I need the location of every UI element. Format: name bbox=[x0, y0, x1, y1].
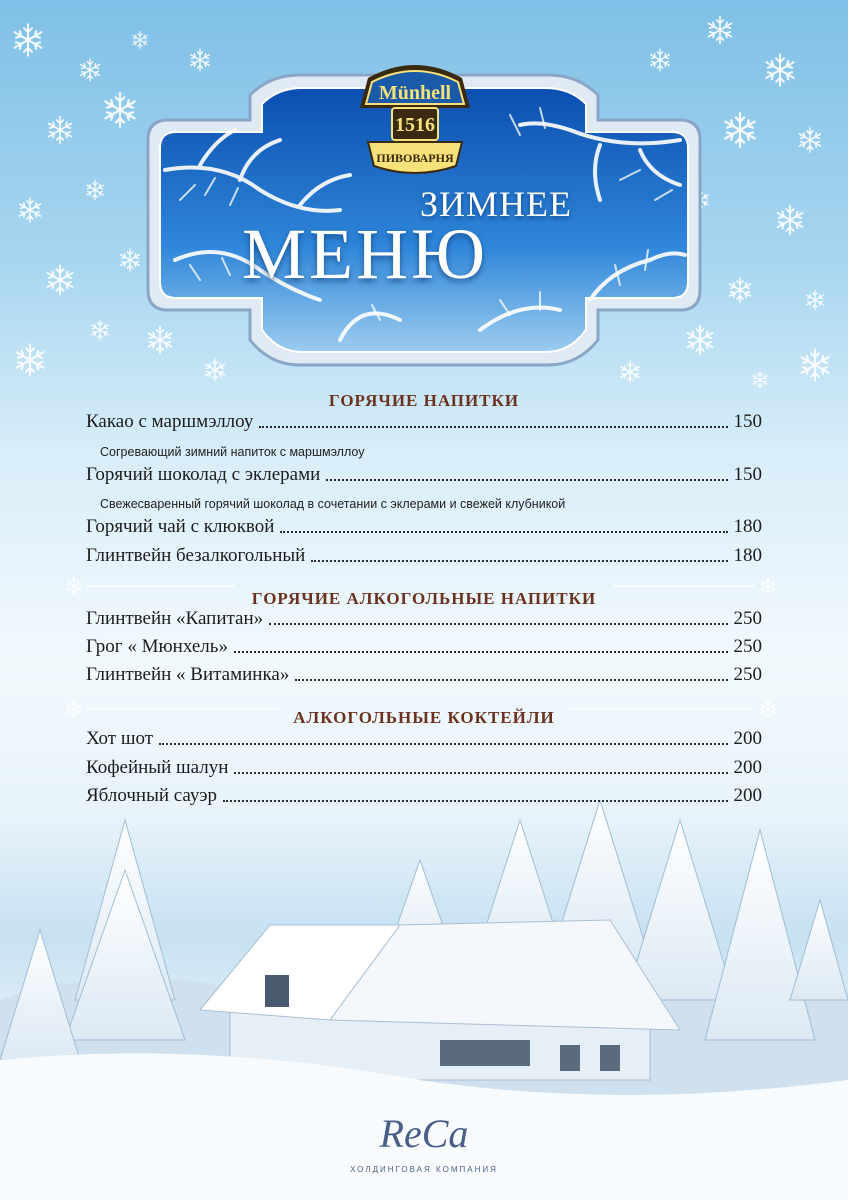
menu-item bbox=[86, 464, 762, 486]
menu-item bbox=[86, 608, 762, 630]
item-name: Кофейный шалун bbox=[86, 757, 229, 778]
item-name: Яблочный сауэр bbox=[86, 785, 218, 806]
item-price: 250 bbox=[733, 608, 762, 629]
item-name: Какао с маршмэллоу bbox=[86, 411, 254, 432]
item-price: 150 bbox=[733, 464, 762, 485]
menu-item bbox=[86, 545, 762, 567]
brand-year-text: 1516 bbox=[395, 114, 435, 136]
item-description: Согревающий зимний напиток с маршмэллоу bbox=[100, 445, 365, 459]
item-price: 180 bbox=[733, 545, 762, 566]
dot-leader bbox=[326, 478, 727, 481]
dot-leader bbox=[234, 650, 728, 653]
reca-logo: ReCa bbox=[379, 1111, 469, 1156]
item-name: Глинтвейн безалкогольный bbox=[86, 545, 306, 566]
item-price: 200 bbox=[733, 757, 762, 778]
item-price: 180 bbox=[733, 516, 762, 537]
menu-item bbox=[86, 757, 762, 779]
dot-leader bbox=[269, 622, 727, 625]
menu-item bbox=[86, 411, 762, 433]
dot-leader bbox=[311, 559, 727, 562]
dot-leader bbox=[280, 530, 727, 533]
item-price: 250 bbox=[733, 664, 762, 685]
item-name: Хот шот bbox=[86, 728, 154, 749]
section-title-hot-alcohol: ГОРЯЧИЕ АЛКОГОЛЬНЫЕ НАПИТКИ bbox=[251, 589, 597, 608]
item-name: Глинтвейн « Витаминка» bbox=[86, 664, 290, 685]
brand-subtitle-text: ПИВОВАРНЯ bbox=[376, 151, 454, 165]
menu-item bbox=[86, 728, 762, 750]
item-description: Свежесваренный горячий шоколад в сочетании с эклерами и свежей клубникой bbox=[100, 497, 566, 511]
menu-item bbox=[86, 636, 762, 658]
page-title: МЕНЮ bbox=[242, 214, 488, 294]
company-subtitle: ХОЛДИНГОВАЯ КОМПАНИЯ bbox=[350, 1165, 498, 1174]
menu-item bbox=[86, 516, 762, 538]
section-title-cocktails: АЛКОГОЛЬНЫЕ КОКТЕЙЛИ bbox=[293, 708, 555, 727]
dot-leader bbox=[234, 771, 727, 774]
item-name: Горячий чай с клюквой bbox=[86, 516, 275, 537]
title-small: ЗИМНЕЕ bbox=[420, 184, 573, 224]
dot-leader bbox=[159, 742, 727, 745]
item-name: Глинтвейн «Капитан» bbox=[86, 608, 264, 629]
item-price: 200 bbox=[733, 785, 762, 806]
item-price: 150 bbox=[733, 411, 762, 432]
brand-name-text: Münhell bbox=[378, 82, 452, 104]
dot-leader bbox=[295, 678, 727, 681]
item-name: Горячий шоколад с эклерами bbox=[86, 464, 321, 485]
menu-item bbox=[86, 785, 762, 807]
section-title-hot-drinks: ГОРЯЧИЕ НАПИТКИ bbox=[328, 391, 520, 410]
item-price: 250 bbox=[733, 636, 762, 657]
item-price: 200 bbox=[733, 728, 762, 749]
menu-item bbox=[86, 664, 762, 686]
item-name: Грог « Мюнхель» bbox=[86, 636, 228, 657]
dot-leader bbox=[223, 799, 727, 802]
snowy-house bbox=[200, 920, 680, 1080]
dot-leader bbox=[259, 425, 727, 428]
